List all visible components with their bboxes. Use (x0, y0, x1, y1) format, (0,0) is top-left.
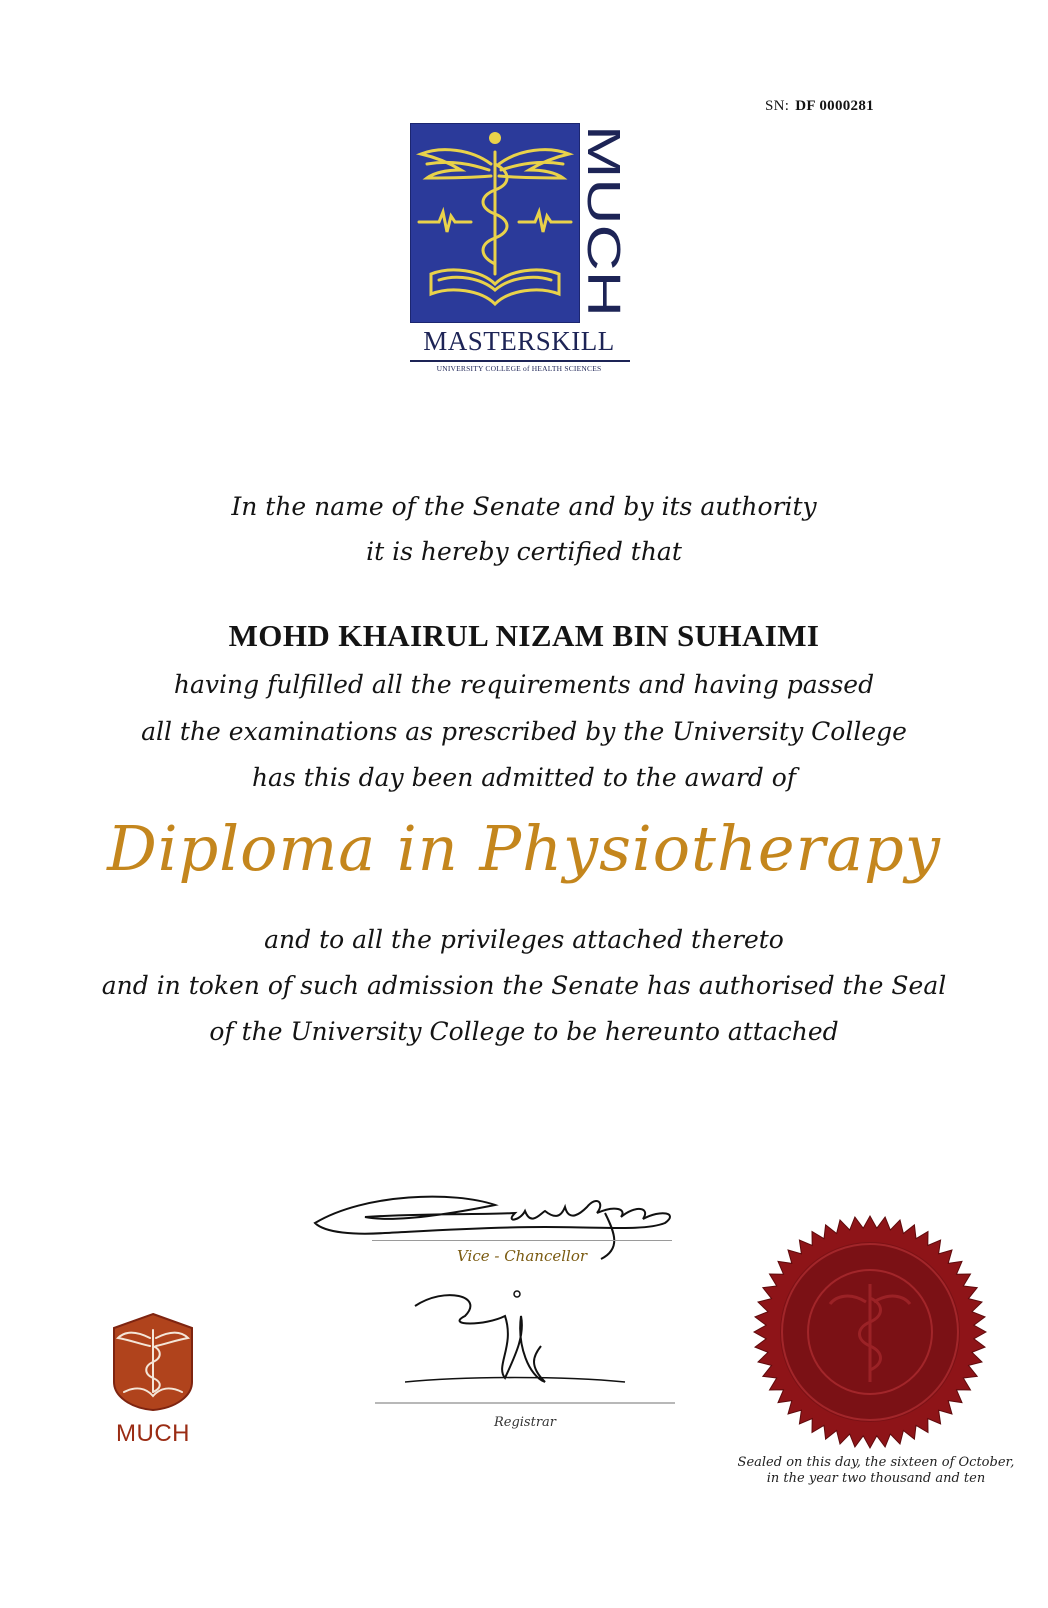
body-line-3: has this day been admitted to the award of (251, 763, 797, 792)
award-title: Diploma in Physiotherapy (107, 812, 941, 885)
serial-number (765, 98, 874, 115)
much-vertical-text: MUCH (578, 125, 626, 263)
caduceus-logo-box (410, 123, 580, 323)
much-badge-icon (110, 1312, 196, 1412)
much-badge-label: MUCH (116, 1420, 190, 1447)
college-subtitle: UNIVERSITY COLLEGE of HEALTH SCIENCES (436, 364, 602, 373)
vice-chancellor-line (372, 1240, 672, 1241)
preamble-line-2: it is hereby certified that (366, 537, 682, 566)
caduceus-icon (411, 124, 579, 322)
serial-label: SN: (765, 98, 790, 114)
registrar-label: Registrar (493, 1415, 557, 1430)
college-name: MASTERSKILL (423, 326, 615, 356)
closing-line-2: and in token of such admission the Senate has authorised the Seal (101, 971, 947, 1000)
recipient-name: MOHD KHAIRUL NIZAM BIN SUHAIMI (228, 618, 820, 653)
closing-line-3: of the University College to be hereunto attached (209, 1017, 839, 1046)
body-line-1: having fulfilled all the requirements and having passed (173, 670, 875, 699)
registrar-line (375, 1402, 675, 1404)
preamble-line-1: In the name of the Senate and by its authority (231, 492, 817, 521)
serial-value: DF 0000281 (795, 98, 874, 114)
logo-divider (410, 360, 630, 362)
sealed-line-2: in the year two thousand and ten (766, 1471, 986, 1486)
body-line-2: all the examinations as prescribed by the University College (141, 717, 907, 746)
sealed-line-1: Sealed on this day, the sixteen of October, (737, 1455, 1015, 1470)
sealed-date-text (726, 1455, 1026, 1487)
registrar-signature (405, 1286, 635, 1396)
closing-line-1: and to all the privileges attached thereto (264, 925, 784, 954)
vice-chancellor-label: Vice - Chancellor (456, 1247, 588, 1265)
wax-seal-icon (750, 1212, 990, 1452)
much-vertical-logotype (578, 123, 626, 321)
